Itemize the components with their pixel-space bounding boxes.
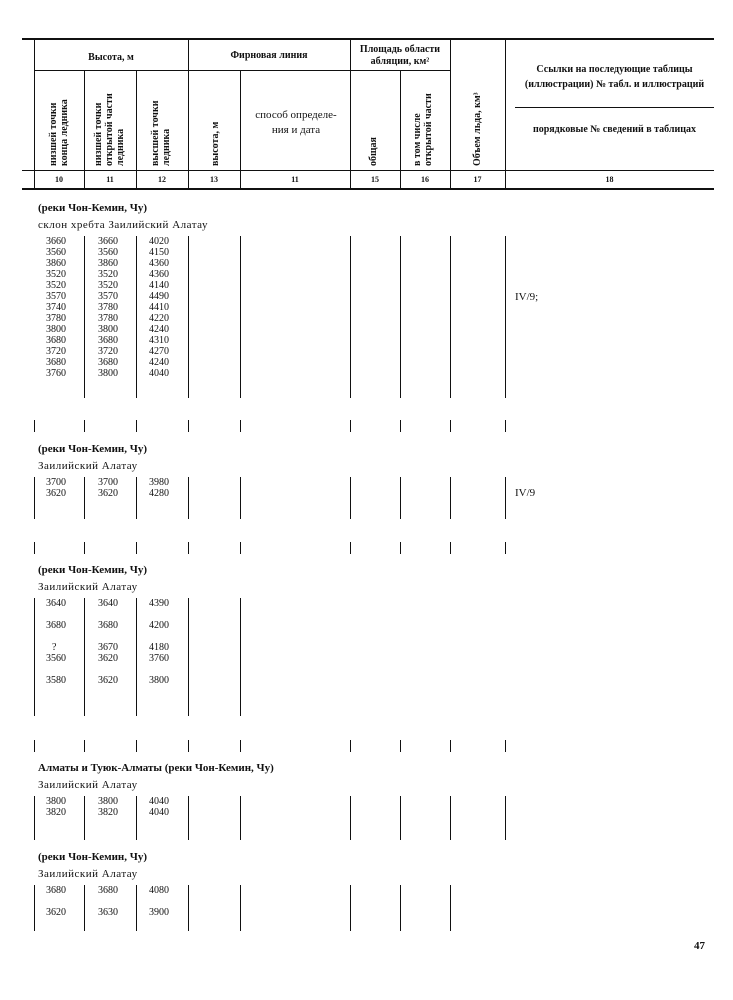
column-tick bbox=[505, 542, 506, 554]
table-cell: 3520 bbox=[46, 269, 66, 280]
table-cell: 4020 bbox=[149, 236, 169, 247]
table-cell: 3800 bbox=[149, 675, 169, 686]
table-cell: 3760 bbox=[149, 653, 169, 664]
table-cell: 3780 bbox=[98, 313, 118, 324]
column-bar bbox=[350, 885, 351, 931]
table-cell: 3700 bbox=[46, 477, 66, 488]
col-highest-values bbox=[149, 236, 169, 379]
col-number: 17 bbox=[473, 175, 482, 184]
table-cell: 3820 bbox=[46, 807, 66, 818]
table-cell: 3780 bbox=[98, 302, 118, 313]
column-tick bbox=[188, 542, 189, 554]
table-cell: 3620 bbox=[46, 907, 66, 918]
table-cell: 4280 bbox=[149, 488, 169, 499]
column-tick bbox=[450, 420, 451, 432]
table-cell: 3720 bbox=[98, 346, 118, 357]
section-title: (реки Чон-Кемин, Чу) bbox=[38, 202, 148, 214]
table-cell: 4410 bbox=[149, 302, 169, 313]
column-tick bbox=[34, 542, 35, 554]
col-lowest-open-label: низшей точки открытой части ледника bbox=[93, 93, 126, 166]
table-cell: 4140 bbox=[149, 280, 169, 291]
table-cell: 3700 bbox=[98, 477, 118, 488]
col-number: 11 bbox=[291, 175, 299, 184]
table-cell: 3620 bbox=[98, 675, 118, 686]
table-cell: 3800 bbox=[46, 324, 66, 335]
column-bar bbox=[84, 598, 85, 716]
column-bar bbox=[350, 796, 351, 840]
table-ref: IV/9 bbox=[515, 487, 536, 499]
column-tick bbox=[84, 542, 85, 554]
column-tick bbox=[34, 740, 35, 752]
column-bar bbox=[350, 236, 351, 398]
column-bar bbox=[188, 885, 189, 931]
column-bar bbox=[240, 598, 241, 716]
col-number: 13 bbox=[210, 175, 218, 184]
table-cell: 3620 bbox=[98, 488, 118, 499]
table-cell: 3640 bbox=[98, 598, 118, 609]
column-tick bbox=[136, 420, 137, 432]
column-tick bbox=[136, 740, 137, 752]
column-tick bbox=[84, 420, 85, 432]
column-bar bbox=[240, 477, 241, 519]
col-sep bbox=[505, 38, 506, 190]
table-cell: 4200 bbox=[149, 620, 169, 631]
section-title: (реки Чон-Кемин, Чу) bbox=[38, 564, 148, 576]
column-bar bbox=[350, 477, 351, 519]
table-cell: 4040 bbox=[149, 368, 169, 379]
table-cell: 3560 bbox=[46, 653, 66, 664]
column-tick bbox=[350, 740, 351, 752]
table-cell: 3520 bbox=[98, 280, 118, 291]
table-cell: ? bbox=[52, 642, 57, 653]
column-tick bbox=[400, 420, 401, 432]
column-bar bbox=[136, 236, 137, 398]
column-bar bbox=[136, 885, 137, 931]
column-bar bbox=[34, 477, 35, 519]
table-cell: 3800 bbox=[46, 796, 66, 807]
table-ref: IV/9; bbox=[515, 291, 539, 303]
column-bar bbox=[450, 236, 451, 398]
column-bar bbox=[136, 598, 137, 716]
table-cell: 4270 bbox=[149, 346, 169, 357]
table-cell: 4360 bbox=[149, 269, 169, 280]
col-lowest-open-values bbox=[98, 236, 118, 379]
table-cell: 4040 bbox=[149, 796, 169, 807]
column-tick bbox=[505, 740, 506, 752]
section-subtitle: Заилийский Алатау bbox=[38, 779, 138, 791]
refs-title: Ссылки на последующие таблицы (иллюстрации) № табл. и иллюстраций bbox=[524, 64, 705, 90]
table-cell: 3640 bbox=[46, 598, 66, 609]
table-cell: 3860 bbox=[98, 258, 118, 269]
table-cell: 3800 bbox=[98, 796, 118, 807]
column-bar bbox=[505, 796, 506, 840]
column-tick bbox=[240, 740, 241, 752]
table-cell: 3620 bbox=[46, 488, 66, 499]
section-title: Алматы и Туюк-Алматы (реки Чон-Кемин, Чу) bbox=[38, 762, 274, 774]
column-bar bbox=[450, 796, 451, 840]
firn-group-rule bbox=[188, 70, 350, 71]
column-bar bbox=[84, 885, 85, 931]
table-cell: 4240 bbox=[149, 357, 169, 368]
column-bar bbox=[84, 796, 85, 840]
table-cell: 4490 bbox=[149, 291, 169, 302]
column-bar bbox=[240, 796, 241, 840]
column-bar bbox=[400, 236, 401, 398]
col-lowest-end-values bbox=[46, 236, 66, 379]
column-tick bbox=[188, 420, 189, 432]
column-bar bbox=[400, 477, 401, 519]
column-bar bbox=[505, 236, 506, 398]
col-number: 11 bbox=[106, 175, 114, 184]
table-cell: 3660 bbox=[46, 236, 66, 247]
table-cell: 3720 bbox=[46, 346, 66, 357]
col-number: 15 bbox=[371, 175, 379, 184]
column-bar bbox=[505, 477, 506, 519]
col-sep bbox=[84, 70, 85, 190]
column-tick bbox=[350, 420, 351, 432]
section-subtitle: Заилийский Алатау bbox=[38, 460, 138, 472]
column-bar bbox=[188, 796, 189, 840]
column-bar bbox=[34, 796, 35, 840]
col-sep bbox=[136, 70, 137, 190]
col-lowest-open-values bbox=[98, 477, 118, 499]
column-tick bbox=[240, 420, 241, 432]
table-cell: 3740 bbox=[46, 302, 66, 313]
table-cell: 3800 bbox=[98, 368, 118, 379]
header-bottom-rule bbox=[22, 188, 714, 190]
column-bar bbox=[136, 477, 137, 519]
table-cell: 3680 bbox=[98, 620, 118, 631]
col-highest-label: высшей точки ледника bbox=[150, 100, 172, 166]
col-sep bbox=[450, 38, 451, 190]
table-cell: 3820 bbox=[98, 807, 118, 818]
table-cell: 4180 bbox=[149, 642, 169, 653]
column-bar bbox=[34, 885, 35, 931]
column-tick bbox=[400, 740, 401, 752]
table-cell: 3900 bbox=[149, 907, 169, 918]
column-tick bbox=[34, 420, 35, 432]
col-firn-method-label: способ определе- ния и дата bbox=[255, 109, 337, 136]
column-bar bbox=[188, 477, 189, 519]
col-lowest-end-label: низшей точки конца ледника bbox=[48, 99, 70, 166]
header-top-rule bbox=[22, 38, 714, 40]
column-tick bbox=[136, 542, 137, 554]
table-cell: 3560 bbox=[46, 247, 66, 258]
column-bar bbox=[240, 236, 241, 398]
column-bar bbox=[450, 477, 451, 519]
column-tick bbox=[188, 740, 189, 752]
column-bar bbox=[84, 477, 85, 519]
column-bar bbox=[450, 885, 451, 931]
table-cell: 4390 bbox=[149, 598, 169, 609]
table-cell: 4220 bbox=[149, 313, 169, 324]
col-sep bbox=[240, 70, 241, 190]
height-group-title: Высота, м bbox=[88, 52, 134, 63]
table-cell: 4360 bbox=[149, 258, 169, 269]
table-cell: 4240 bbox=[149, 324, 169, 335]
table-cell: 3680 bbox=[98, 335, 118, 346]
section-subtitle: Заилийский Алатау bbox=[38, 581, 138, 593]
table-cell: 3980 bbox=[149, 477, 169, 488]
header-divider bbox=[22, 170, 714, 171]
column-tick bbox=[350, 542, 351, 554]
table-cell: 3680 bbox=[98, 357, 118, 368]
area-group-title: Площадь области абляции, км² bbox=[359, 44, 441, 67]
table-cell: 3680 bbox=[46, 885, 66, 896]
col-area-open-label: в том числе открытой части bbox=[412, 93, 434, 166]
table-cell: 3670 bbox=[98, 642, 118, 653]
table-cell: 3520 bbox=[98, 269, 118, 280]
col-firn-height-label: высота, м bbox=[210, 121, 221, 166]
table-cell: 4080 bbox=[149, 885, 169, 896]
column-bar bbox=[136, 796, 137, 840]
table-cell: 3630 bbox=[98, 907, 118, 918]
column-tick bbox=[84, 740, 85, 752]
firn-group-title: Фирновая линия bbox=[230, 50, 308, 61]
col-ice-volume-label: Объем льда, км³ bbox=[472, 92, 483, 166]
section-subtitle: Заилийский Алатау bbox=[38, 868, 138, 880]
col-highest-values bbox=[149, 477, 169, 499]
table-cell: 3520 bbox=[46, 280, 66, 291]
column-bar bbox=[34, 598, 35, 716]
col-sep bbox=[400, 70, 401, 190]
column-bar bbox=[188, 598, 189, 716]
height-group-rule bbox=[34, 70, 188, 71]
table-cell: 4040 bbox=[149, 807, 169, 818]
table-cell: 3680 bbox=[46, 357, 66, 368]
table-cell: 3580 bbox=[46, 675, 66, 686]
column-bar bbox=[84, 236, 85, 398]
col-number: 18 bbox=[605, 175, 614, 184]
table-cell: 3660 bbox=[98, 236, 118, 247]
col-number: 10 bbox=[55, 175, 63, 184]
table-cell: 3570 bbox=[98, 291, 118, 302]
table-cell: 3760 bbox=[46, 368, 66, 379]
table-cell: 3800 bbox=[98, 324, 118, 335]
table-cell: 3780 bbox=[46, 313, 66, 324]
section-title: (реки Чон-Кемин, Чу) bbox=[38, 851, 148, 863]
column-bar bbox=[400, 796, 401, 840]
col-number: 16 bbox=[421, 175, 429, 184]
table-cell: 3680 bbox=[46, 620, 66, 631]
column-bar bbox=[240, 885, 241, 931]
table-cell: 3860 bbox=[46, 258, 66, 269]
table-cell: 4150 bbox=[149, 247, 169, 258]
table-cell: 4310 bbox=[149, 335, 169, 346]
col-area-total-label: общая bbox=[368, 137, 379, 166]
table-cell: 3680 bbox=[98, 885, 118, 896]
col-sep bbox=[350, 38, 351, 190]
column-bar bbox=[188, 236, 189, 398]
table-cell: 3560 bbox=[98, 247, 118, 258]
page-number: 47 bbox=[694, 940, 705, 952]
section-subtitle: склон хребта Заилийский Алатау bbox=[38, 219, 208, 231]
column-tick bbox=[240, 542, 241, 554]
column-tick bbox=[450, 542, 451, 554]
section-title: (реки Чон-Кемин, Чу) bbox=[38, 443, 148, 455]
table-cell: 3680 bbox=[46, 335, 66, 346]
column-tick bbox=[450, 740, 451, 752]
refs-sub-rule bbox=[515, 107, 714, 108]
col-lowest-end-values bbox=[46, 477, 66, 499]
column-bar bbox=[400, 885, 401, 931]
table-cell: 3620 bbox=[98, 653, 118, 664]
refs-subtitle: порядковые № сведений в таблицах bbox=[532, 124, 697, 135]
column-tick bbox=[505, 420, 506, 432]
column-tick bbox=[400, 542, 401, 554]
table-cell: 3570 bbox=[46, 291, 66, 302]
col-number: 12 bbox=[158, 175, 166, 184]
